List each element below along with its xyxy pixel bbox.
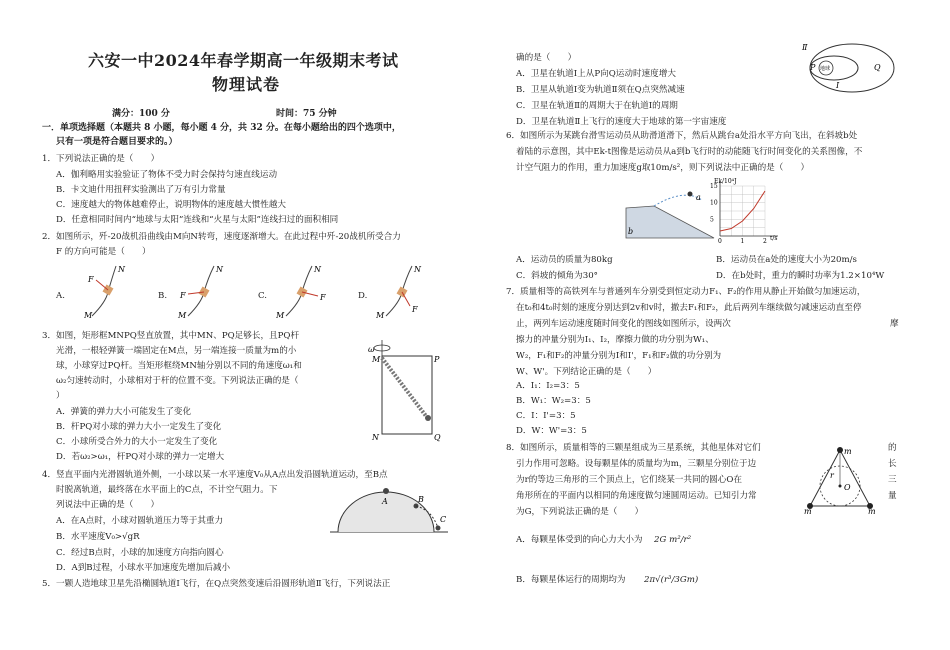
q3-stem-l3: 球，小球穿过PQ杆。当矩形框绕MN轴分别以不同的角速度ω₁和 xyxy=(56,361,302,371)
left-column xyxy=(40,0,492,650)
q3-option-a: A．弹簧的弹力大小可能发生了变化 xyxy=(56,407,192,417)
q2-stem-cont: F 的方向可能是（ ） xyxy=(56,247,151,257)
q6-stem-l3: 计空气阻力的作用，重力加速度g取10m/s²，则下列说法中正确的是（ ） xyxy=(516,163,810,173)
q5-stem-l1: 5．一颗人造地球卫星先沿椭圆轨道Ⅰ飞行，在Q点突然变速后沿圆形轨道Ⅱ飞行，下列说法正 xyxy=(42,579,391,589)
curve-diagram xyxy=(84,262,134,320)
three-star-diagram xyxy=(804,444,878,514)
chart-ylabel: Ek/10⁴J xyxy=(714,178,737,185)
label-m: M xyxy=(376,311,385,320)
q3-option-c: C．小球所受合外力的大小一定发生了变化 xyxy=(56,437,218,447)
q7-stem-l1: 7．质量相等的高铁列车与普通列车分别受到恒定动力F₁、F₂的作用从静止开始做匀加速运动， xyxy=(506,287,866,297)
label-n: N xyxy=(372,433,379,442)
q5-figure xyxy=(800,40,900,98)
q6-ek-chart xyxy=(706,176,786,246)
q4-stem-l1: 4．竖直平面内光滑圆轨道外侧，一小球以某一水平速度V₀从A点出发沿圆轨道运动，至B点 xyxy=(42,470,388,480)
label-p: P xyxy=(434,355,440,364)
q6-option-d: D．在b处时，重力的瞬时功率为1.2×10⁴W xyxy=(716,271,885,281)
q8-option-a: A．每颗星体受到的向心力大小为 xyxy=(516,535,643,545)
q7-stem-l3: 止，两列车运动速度随时间变化的图线如图所示，设两次 xyxy=(516,319,731,329)
q6-option-b: B．运动员在a处的速度大小为20m/s xyxy=(716,255,857,265)
y-tick-label: 5 xyxy=(710,216,714,224)
full-score: 满分：100 分 xyxy=(112,109,170,119)
spring xyxy=(382,358,426,416)
x-tick-label: 1 xyxy=(740,238,745,245)
q3-figure xyxy=(366,336,446,446)
q4-option-c: C．经过B点时，小球的加速度方向指向圆心 xyxy=(56,548,224,558)
q2-figure-d xyxy=(376,262,428,320)
q8-stem-l1: 8．如图所示，质量相等的三颗星组成为三星系统，其他星体对它们 xyxy=(506,443,761,453)
q2-option-a-label: A. xyxy=(56,291,65,301)
curve-diagram xyxy=(376,262,428,320)
q8-stem-l3-tail: 三 xyxy=(888,475,897,485)
skier xyxy=(688,192,693,197)
q3-stem-l1: 3．如图，矩形框MNPQ竖直放置，其中MN、PQ足够长，且PQ杆 xyxy=(42,331,300,341)
label-p: P xyxy=(810,63,816,72)
q2-option-c-label: C. xyxy=(258,291,268,301)
right-column xyxy=(506,0,926,650)
q2-figure-a xyxy=(84,262,134,320)
label-q: Q xyxy=(434,433,441,442)
label-m: M xyxy=(372,355,381,364)
label-c: C xyxy=(440,515,447,524)
q3-option-b: B．杆PQ对小球的弹力大小一定发生了变化 xyxy=(56,422,222,432)
q2-option-d-label: D. xyxy=(358,291,368,301)
q4-option-b: B．水平速度V₀>√gR xyxy=(56,532,140,542)
label-o: O xyxy=(844,483,851,492)
label-n: N xyxy=(314,265,321,274)
q8-figure xyxy=(804,444,878,514)
label-r: r xyxy=(830,471,834,480)
exam-title: 六安一中2024年春学期高一年级期末考试 xyxy=(88,51,399,70)
q6-stem-l2: 着陆的示意图，其中Ek-t图像是运动员从a到b飞行时的动能随飞行时间变化的关系图像，不 xyxy=(516,147,863,157)
q8-option-b-formula: 2π√(r³/3Gm) xyxy=(644,575,699,585)
label-earth: 地球 xyxy=(820,66,831,72)
y-tick-label: 10 xyxy=(710,199,718,207)
q3-option-d: D．若ω₂>ω₁，杆PQ对小球的弹力一定增大 xyxy=(56,452,225,462)
label-n: N xyxy=(216,265,223,274)
q1-option-a: A．伽利略用实验验证了物体不受力时会保持匀速直线运动 xyxy=(56,170,278,180)
label-m: M xyxy=(178,311,187,320)
label-m: M xyxy=(276,311,285,320)
label-m: M xyxy=(84,311,93,320)
q5-stem-l2: 确的是（ ） xyxy=(516,53,577,63)
q5-option-d: D．卫星在轨道Ⅱ上飞行的速度大于地球的第一宇宙速度 xyxy=(516,117,727,127)
q1-stem: 1．下列说法正确的是（ ） xyxy=(42,154,160,164)
q3-stem-l2: 光滑，一根轻弹簧一端固定在M点，另一端连接一质量为m的小 xyxy=(56,346,297,356)
q8-stem-l5: 为G，下列说法正确的是（ ） xyxy=(516,507,644,517)
label-m-right: m xyxy=(868,507,876,514)
q5-option-a: A．卫星在轨道Ⅰ上从P向Q运动时速度增大 xyxy=(516,69,676,79)
ball xyxy=(425,415,431,421)
q8-stem-l3: 为r的等边三角形的三个顶点上，它们绕某一共同的圆心O在 xyxy=(516,475,742,485)
q6-option-c: C．斜坡的倾角为30° xyxy=(516,271,598,281)
q2-figure-c xyxy=(276,262,328,320)
q8-stem-l4: 角形所在的平面内以相同的角速度做匀速圆周运动。已知引力常 xyxy=(516,491,757,501)
label-n: N xyxy=(118,265,125,274)
section-heading-cont: 只有一项是符合题目要求的。） xyxy=(56,137,178,147)
q8-option-a-formula: 2G m²/r² xyxy=(654,535,692,545)
q2-figure-b xyxy=(176,262,226,320)
label-m-left: m xyxy=(804,507,812,514)
x-tick-label: 0 xyxy=(718,238,722,245)
label-f: F xyxy=(180,291,186,300)
q7-option-a: A．I₁：I₂=3：5 xyxy=(516,381,580,391)
exam-time: 时间：75 分钟 xyxy=(276,109,337,119)
label-ii: Ⅱ xyxy=(802,43,808,52)
curve-diagram xyxy=(276,262,328,320)
q8-stem-l4-tail: 量 xyxy=(888,491,897,501)
q4-option-d: D．A到B过程，小球水平加速度先增加后减小 xyxy=(56,563,231,573)
center-o xyxy=(839,485,842,488)
exam-subtitle: 物理试卷 xyxy=(212,75,281,94)
force-arrow xyxy=(402,292,410,306)
q3-stem-l4: ω₂匀速转动时，小球相对于杆的位置不变。下列说法正确的是（ xyxy=(56,376,299,386)
chart-xlabel: t/s xyxy=(770,235,778,242)
slope xyxy=(626,206,714,238)
q1-option-c: C．速度越大的物体越难停止，说明物体的速度越大惯性越大 xyxy=(56,200,287,210)
label-b: B xyxy=(418,495,424,504)
q5-option-c: C．卫星在轨道Ⅱ的周期大于在轨道Ⅰ的周期 xyxy=(516,101,678,111)
orbit-diagram xyxy=(800,40,900,98)
q7-option-c: C．I：I'=3：5 xyxy=(516,411,576,421)
q7-stem-l5: W₂，F₁和F₂的冲量分别为I和I'，F₁和F₂做的功分别为 xyxy=(516,351,722,361)
circular-track-diagram xyxy=(330,484,450,536)
label-m-top: m xyxy=(844,447,852,456)
q8-option-b: B．每颗星体运行的周期均为 xyxy=(516,575,626,585)
q4-option-a: A．在A点时，小球对圆轨道压力等于其重力 xyxy=(56,516,224,526)
ball-a xyxy=(383,488,389,494)
q7-option-b: B．W₁：W₂=3：5 xyxy=(516,396,591,406)
label-f: F xyxy=(320,293,326,302)
label-a: a xyxy=(696,193,701,202)
q8-stem-l1-tail: 的 xyxy=(888,443,897,453)
q7-stem-l6: W、W'。下列结论正确的是（ ） xyxy=(516,367,657,377)
q4-stem-l2: 时脱离轨道，最终落在水平面上的C点，不计空气阻力。下 xyxy=(56,485,278,495)
q3-stem-l5: ） xyxy=(56,391,65,401)
section-heading: 一．单项选择题（本题共 8 小题，每小题 4 分，共 32 分。在每小题给出的四个选项中， xyxy=(42,123,401,133)
label-b: b xyxy=(628,227,634,236)
curve-diagram xyxy=(176,262,226,320)
q8-stem-l2-tail: 长 xyxy=(888,459,897,469)
q4-stem-l3: 列说法中正确的是（ ） xyxy=(56,500,160,510)
label-f: F xyxy=(88,275,94,284)
q1-option-b: B．卡文迪什用扭秤实验测出了万有引力常量 xyxy=(56,185,226,195)
q6-option-a: A．运动员的质量为80kg xyxy=(516,255,613,265)
force-arrow xyxy=(96,280,108,290)
label-n: N xyxy=(414,265,421,274)
q7-stem-l2: 在t₀和4t₀时刻的速度分别达到2v和v时，撤去F₁和F₂，此后两列车继续做匀减速运动直至停 xyxy=(516,303,862,313)
q6-stem-l1: 6．如图所示为某跳台滑雪运动员从助滑道滑下，然后从跳台a处沿水平方向飞出，在斜坡b处 xyxy=(506,131,858,141)
q2-stem: 2．如图所示，歼-20战机沿曲线由M向N转弯，速度逐渐增大。在此过程中歼-20战机所受合力 xyxy=(42,232,401,242)
q2-option-b-label: B. xyxy=(158,291,168,301)
label-omega: ω xyxy=(368,345,375,354)
orbit-i xyxy=(810,56,858,80)
label-i: Ⅰ xyxy=(836,81,840,90)
x-tick-label: 2 xyxy=(763,238,767,245)
ek-t-graph xyxy=(706,176,786,246)
q7-stem-l3-tail: 摩 xyxy=(890,319,899,329)
q8-stem-l2: 引力作用可忽略。设每颗星体的质量均为m，三颗星分别位于边 xyxy=(516,459,757,469)
label-f: F xyxy=(412,305,418,314)
q7-stem-l4: 擦力的冲量分别为I₁、I₂，摩擦力做的功分别为W₁、 xyxy=(516,335,714,345)
ball-c xyxy=(436,526,441,531)
y-tick-label: 15 xyxy=(710,183,718,190)
q1-option-d: D．任意相同时间内“地球与太阳”连线和“火星与太阳”连线扫过的面积相同 xyxy=(56,215,339,225)
rotating-frame-diagram xyxy=(366,336,446,446)
label-q: Q xyxy=(874,63,881,72)
q5-option-b: B．卫星从轨道Ⅰ变为轨道Ⅱ须在Q点突然减速 xyxy=(516,85,685,95)
q7-option-d: D．W：W'=3：5 xyxy=(516,426,587,436)
flight-path xyxy=(654,195,702,206)
label-a: A xyxy=(382,497,388,506)
star-top xyxy=(837,447,843,453)
q4-figure xyxy=(330,484,450,536)
